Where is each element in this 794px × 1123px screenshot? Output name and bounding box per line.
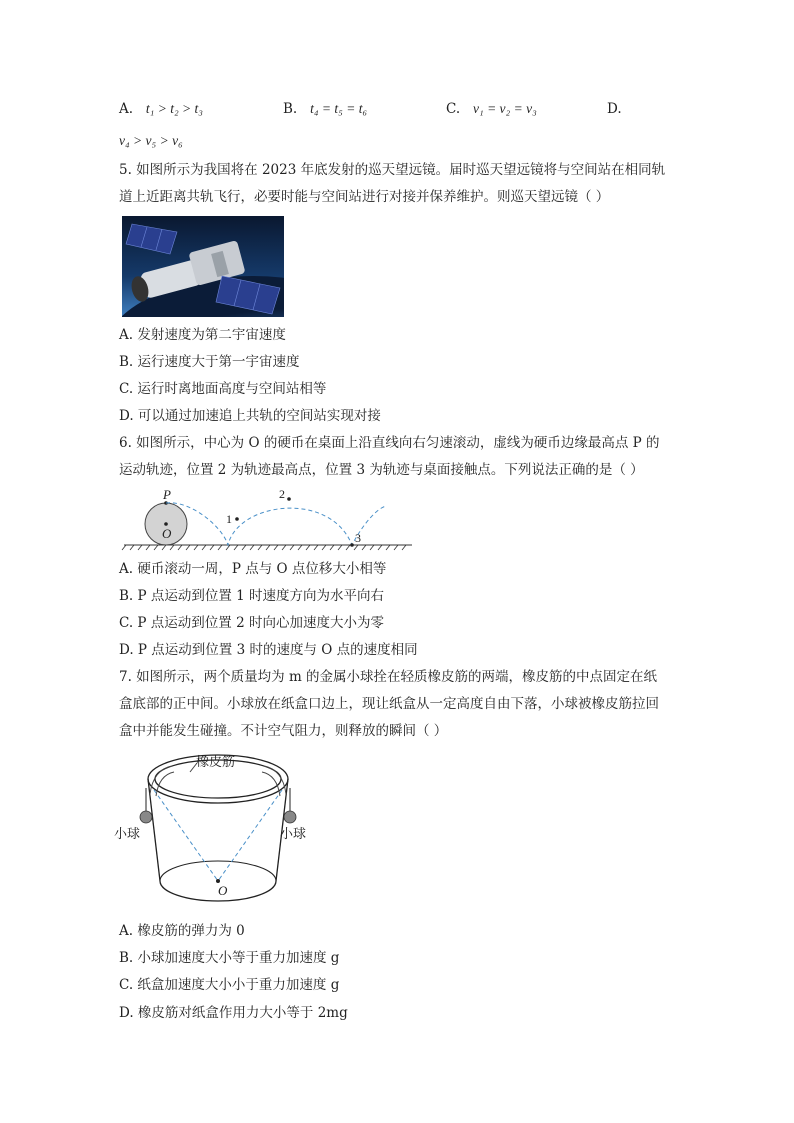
q7-paper-box-diagram (112, 748, 322, 910)
q5-option-b: B. 运行速度大于第一宇宙速度 (119, 354, 300, 370)
label-p: P (163, 487, 171, 502)
q4-option-b: B. t₄ = t₅ = t₆ (283, 101, 368, 117)
q7-option-a: A. 橡皮筋的弹力为 0 (119, 923, 245, 939)
q7-option-d: D. 橡皮筋对纸盒作用力大小等于 2mg (119, 1005, 348, 1021)
label-position-1: 1 (226, 512, 232, 526)
label-position-3: 3 (355, 531, 361, 545)
label-ball-right: 小球 (280, 827, 307, 842)
band-dashed-lines (154, 790, 282, 881)
label-band: 橡皮筋 (196, 755, 236, 770)
q7-stem-line2: 盒底部的正中间。小球放在纸盒口边上，现让纸盒从一定高度自由下落，小球被橡皮筋拉回 (119, 696, 659, 712)
q4-option-a-formula: t₁ > t₂ > t₃ (145, 101, 203, 116)
q6-option-a: A. 硬币滚动一周，P 点与 O 点位移大小相等 (119, 561, 387, 577)
q6-option-b: B. P 点运动到位置 1 时速度方向为水平向右 (119, 588, 385, 604)
table-surface (122, 545, 412, 550)
q5-telescope-image (122, 216, 284, 317)
q4-option-c: C. v₁ = v₂ = v₃ (446, 101, 537, 117)
q7-option-c: C. 纸盒加速度大小小于重力加速度 g (119, 977, 340, 993)
label-position-2: 2 (279, 487, 285, 501)
q4-option-d-formula: v₄ > v₅ > v₆ (119, 133, 183, 148)
q7-stem-line3: 盒中并能发生碰撞。不计空气阻力，则释放的瞬间（ ） (119, 723, 448, 739)
q4-option-a: A. t₁ > t₂ > t₃ (119, 101, 203, 117)
label-o: O (162, 526, 172, 541)
q6-stem-line2: 运动轨迹，位置 2 为轨迹最高点，位置 3 为轨迹与桌面接触点。下列说法正确的是（ ） (119, 462, 644, 478)
label-o: O (218, 883, 228, 898)
position-2-dot (287, 497, 291, 501)
position-3-dot (350, 543, 354, 547)
q5-option-d: D. 可以通过加速追上共轨的空间站实现对接 (119, 408, 381, 424)
q5-option-a: A. 发射速度为第二宇宙速度 (119, 327, 286, 343)
q5-stem-line1: 5. 如图所示为我国将在 2023 年底发射的巡天望远镜。届时巡天望远镜将与空间站在相同轨 (119, 162, 666, 178)
trajectory-dashed (166, 503, 386, 545)
right-ball (284, 811, 296, 823)
q6-option-d: D. P 点运动到位置 3 时的速度与 O 点的速度相同 (119, 642, 418, 658)
q7-option-b: B. 小球加速度大小等于重力加速度 g (119, 950, 340, 966)
q4-option-b-formula: t₄ = t₅ = t₆ (310, 101, 368, 116)
q5-option-c: C. 运行时离地面高度与空间站相等 (119, 381, 327, 397)
label-ball-left: 小球 (114, 827, 141, 842)
left-ball (140, 811, 152, 823)
q5-stem-line2: 道上近距离共轨飞行，必要时能与空间站进行对接并保养维护。则巡天望远镜（ ） (119, 189, 610, 205)
q6-coin-trajectory-diagram (120, 486, 416, 552)
q6-option-c: C. P 点运动到位置 2 时向心加速度大小为零 (119, 615, 384, 631)
q4-option-c-formula: v₁ = v₂ = v₃ (473, 101, 537, 116)
position-1-dot (235, 517, 239, 521)
q6-stem-line1: 6. 如图所示，中心为 O 的硬币在桌面上沿直线向右匀速滚动，虚线为硬币边缘最高点 P 的 (119, 435, 660, 451)
q4-option-d-label: D. (607, 101, 622, 117)
q7-stem-line1: 7. 如图所示，两个质量均为 m 的金属小球拴在轻质橡皮筋的两端，橡皮筋的中点固定在纸 (119, 669, 658, 685)
